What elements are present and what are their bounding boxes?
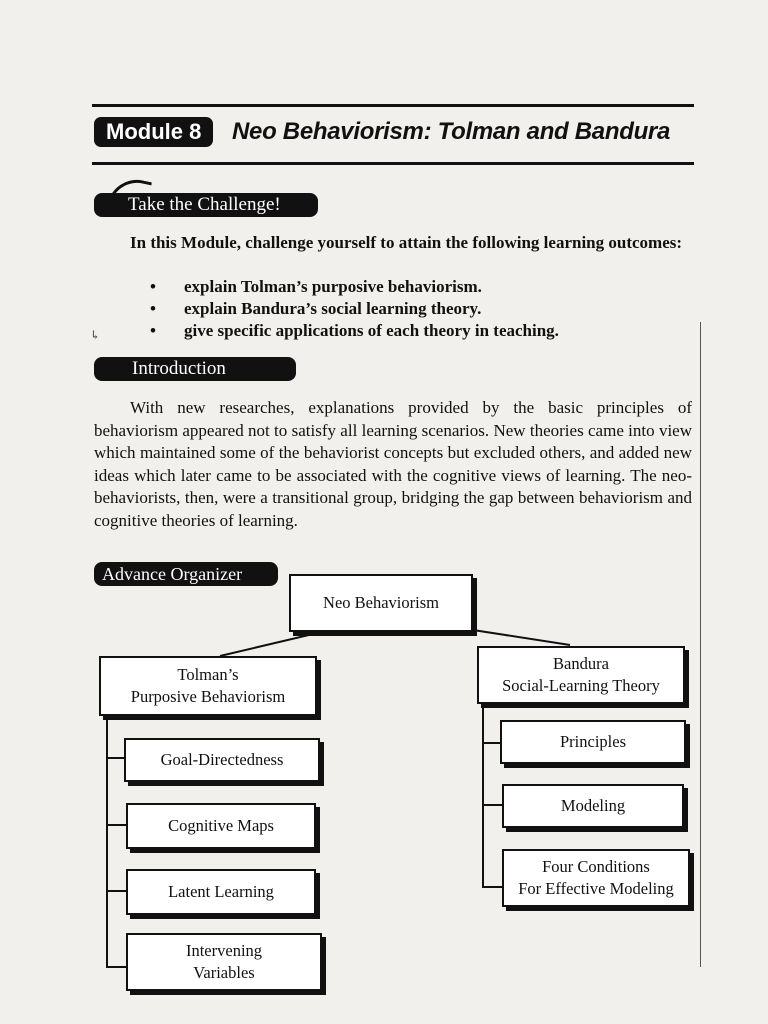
bandura-branch-tick xyxy=(482,886,502,888)
node-label: Latent Learning xyxy=(168,882,274,901)
list-item: • give specific applications of each theory in teaching. xyxy=(150,320,690,342)
bandura-branch-tick xyxy=(482,742,500,744)
bandura-node-label-line1: Bandura xyxy=(553,654,609,673)
tolman-node xyxy=(99,656,317,716)
node-label-line2: For Effective Modeling xyxy=(518,879,674,898)
node-label: Modeling xyxy=(560,796,626,815)
node-label-line1: Four Conditions xyxy=(542,857,650,876)
challenge-intro-text: In this Module, challenge yourself to attain the following learning outcomes: xyxy=(130,233,683,252)
node-label: Principles xyxy=(560,732,626,751)
root-to-tolman-connector xyxy=(220,630,330,656)
tolman-branch-tick xyxy=(106,757,124,759)
root-node-label: Neo Behaviorism xyxy=(323,593,439,612)
introduction-paragraph: With new researches, explanations provided by the basic principles of behaviorism appeared not to satisfy all learning scenarios. New theories came into view which maintained some of the behaviorist concepts but excluded others, and added new ideas which later came to be associated with the cognitive views of learning. The neo-behaviorists, then, were a transitional group, bridging the gap between behaviorism and cognitive theories of learning. xyxy=(94,398,692,530)
tolman-node-label-line1: Tolman’s xyxy=(177,665,239,684)
list-item: • explain Bandura’s social learning theory. xyxy=(150,298,690,320)
intervening-variables-node xyxy=(126,933,322,991)
pencil-tick-mark: ↳ xyxy=(90,328,101,342)
goal-directedness-node xyxy=(124,738,320,782)
bandura-node-label-line2: Social-Learning Theory xyxy=(502,676,660,695)
node-label-line1: Intervening xyxy=(185,941,263,960)
organizer-root-node xyxy=(289,574,473,632)
module-number-badge: Module 8 xyxy=(94,117,213,147)
bandura-branch-tick xyxy=(482,804,502,806)
latent-learning-node xyxy=(126,869,316,915)
bandura-branch-vertical-line xyxy=(482,702,484,888)
node-label: Cognitive Maps xyxy=(168,816,274,835)
principles-node xyxy=(500,720,686,764)
tolman-branch-vertical-line xyxy=(106,712,108,968)
bandura-node xyxy=(477,646,685,704)
advance-organizer-badge: Advance Organizer xyxy=(94,562,278,586)
introduction-section-badge: Introduction xyxy=(94,357,296,381)
tolman-branch-tick xyxy=(106,890,126,892)
node-label: Goal-Directedness xyxy=(160,750,284,769)
node-label-line2: Variables xyxy=(193,963,255,982)
four-conditions-node xyxy=(502,849,690,907)
modeling-node xyxy=(502,784,684,828)
root-to-bandura-connector xyxy=(460,628,570,645)
tolman-branch-tick xyxy=(106,824,126,826)
tolman-node-label-line2: Purposive Behaviorism xyxy=(130,687,286,706)
list-item: • explain Tolman’s purposive behaviorism. xyxy=(150,276,690,298)
tolman-branch-tick xyxy=(106,966,126,968)
challenge-section-badge: Take the Challenge! xyxy=(94,193,318,217)
module-title: Neo Behaviorism: Tolman and Bandura xyxy=(232,118,671,145)
cognitive-maps-node xyxy=(126,803,316,849)
